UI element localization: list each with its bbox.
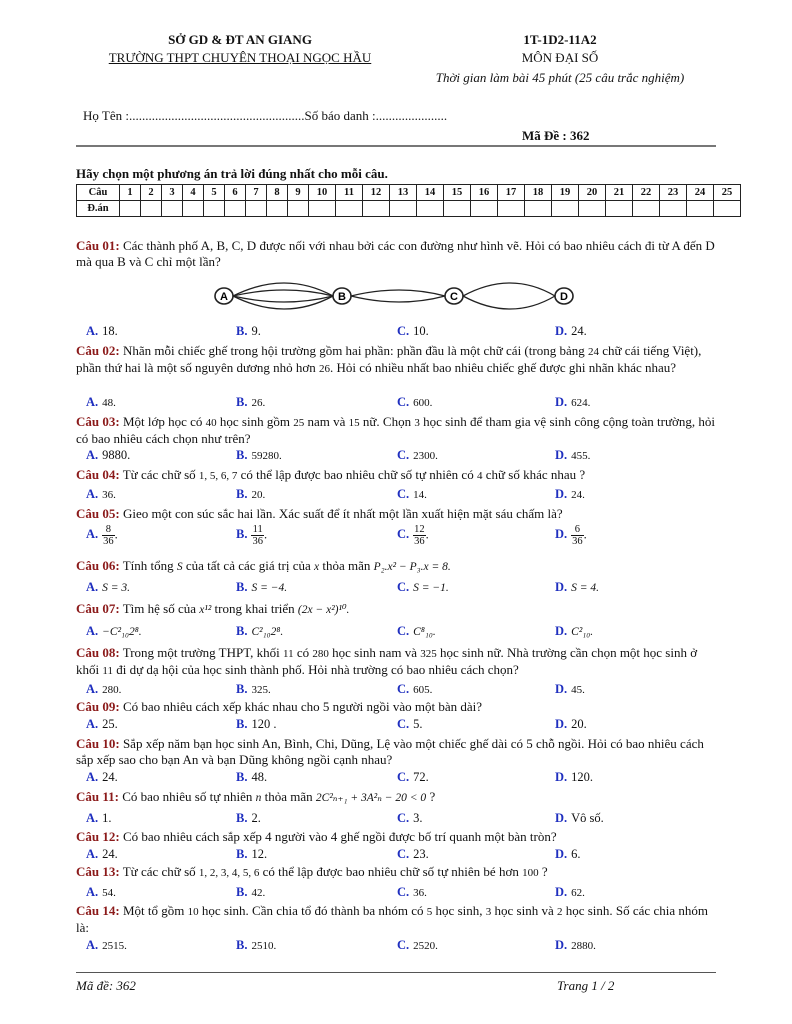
fraction: $\frac{12}{36}$ (414, 524, 425, 547)
answer-number: 18 (525, 185, 552, 201)
answer-number: 13 (390, 185, 417, 201)
question-1 (76, 238, 716, 270)
answer-number: 15 (444, 185, 471, 201)
answer-cell[interactable] (309, 201, 336, 217)
q5-option-a[interactable]: A. $\frac{8}{36}$ . (86, 524, 118, 547)
footer-exam-code: Mã đề: 362 (76, 978, 136, 993)
question-4: Câu 04: Từ các chữ số 1, 5, 6, 7 có thể lập được bao nhiêu chữ số tự nhiên có 4 chữ số khác nhau ? (76, 467, 586, 482)
node-a (215, 288, 233, 304)
question-label: Câu 08: (76, 645, 120, 660)
q3-option-a[interactable]: A. 9880. (86, 448, 131, 462)
answer-cell[interactable] (141, 201, 162, 217)
q8-option-d[interactable]: D. 45. (555, 682, 585, 696)
node-label: B (338, 291, 346, 303)
exam-duration: Thời gian làm bài 45 phút (25 câu trắc nghiệm) (435, 70, 685, 85)
header-divider (76, 145, 716, 147)
answer-number: 23 (660, 185, 687, 201)
q9-option-b[interactable]: B. 120 . (236, 717, 277, 731)
question-12 (76, 829, 716, 845)
q9-option-c[interactable]: C. 5. (397, 717, 423, 731)
answer-number: 10 (309, 185, 336, 201)
question-text: Gieo một con súc sắc hai lần. Xác suất để ít nhất một lần xuất hiện mặt sáu chấm là? (122, 506, 563, 521)
answer-number: 4 (183, 185, 204, 201)
exam-code-top: 1T-1D2-11A2 (523, 32, 597, 47)
answer-number: 22 (633, 185, 660, 201)
question-9 (76, 699, 716, 715)
answer-cell[interactable] (390, 201, 417, 217)
question-11: Câu 11: Có bao nhiêu số tự nhiên n thỏa mãn 2C²ₙ₊₁ + 3A²ₙ − 20 < 0 ? (76, 789, 436, 804)
q11-option-d[interactable]: D. Vô số. (555, 811, 604, 825)
question-7: Câu 07: Tìm hệ số của x¹² trong khai triển (2x − x²)¹⁰. (76, 601, 350, 616)
answer-number: 9 (288, 185, 309, 201)
q4-option-a[interactable]: A. 36. (86, 487, 116, 501)
question-2: Câu 02: Nhãn mỗi chiếc ghế trong hội trường gồm hai phần: phần đầu là một chữ cái (trong bảng 24 chữ cái tiếng Việt), phần thứ hai là một số nguyên dương nhỏ hơn 26. Hỏi có nhiều nhất bao nhiêu chiếc ghế được ghi nhãn khác nhau? (76, 343, 702, 375)
answer-number: 7 (246, 185, 267, 201)
answer-cell[interactable] (552, 201, 579, 217)
answer-cell[interactable] (444, 201, 471, 217)
q12-option-a[interactable]: A. 24. (86, 847, 118, 861)
q13-option-d[interactable]: D. 62. (555, 885, 585, 899)
answer-table-row-label: Đ.án (77, 201, 120, 217)
q3-option-b[interactable]: B. 59280. (236, 448, 282, 462)
answer-table-row-label: Câu (77, 185, 120, 201)
answer-number: 6 (225, 185, 246, 201)
q4-option-d[interactable]: D. 24. (555, 487, 585, 501)
question-label: Câu 05: (76, 506, 120, 521)
answer-number: 8 (267, 185, 288, 201)
q5-option-b[interactable]: B. $\frac{11}{36}$ . (236, 524, 268, 547)
answer-table-answer-row (77, 201, 741, 217)
q10-option-a[interactable]: A. 24. (86, 770, 118, 784)
question-label: Câu 11: (76, 789, 119, 804)
name-field[interactable]: ...................................................... (128, 108, 305, 123)
q2-option-d[interactable]: D. 624. (555, 395, 591, 409)
fraction: $\frac{8}{36}$ (103, 524, 114, 547)
q1-option-b[interactable]: B. 9. (236, 324, 261, 338)
q11-option-b[interactable]: B. 2. (236, 811, 261, 825)
node-label: A (220, 291, 228, 303)
q14-option-a[interactable]: A. 2515. (86, 938, 127, 952)
answer-cell[interactable] (225, 201, 246, 217)
answer-number: 17 (498, 185, 525, 201)
answer-cell[interactable] (606, 201, 633, 217)
answer-number: 16 (471, 185, 498, 201)
question-label: Câu 14: (76, 903, 120, 918)
question-text: Sắp xếp năm bạn học sinh An, Bình, Chi, Dũng, Lệ vào một chiếc ghế dài có 5 chỗ ngồi. Hỏi có bao nhiêu cách sắp xếp sao cho bạn An và bạn Dũng không ngồi cạnh nhau? (76, 736, 704, 767)
answer-cell[interactable] (120, 201, 141, 217)
q12-option-c[interactable]: C. 23. (397, 847, 429, 861)
answer-cell[interactable] (579, 201, 606, 217)
q7-option-a[interactable]: A. −C²₁₀2⁸. (86, 624, 142, 638)
question-label: Câu 13: (76, 864, 120, 879)
footer-divider (76, 972, 716, 973)
node-label: D (560, 291, 568, 303)
city-road-diagram (205, 276, 585, 316)
answer-cell[interactable] (525, 201, 552, 217)
answer-number: 21 (606, 185, 633, 201)
id-label: Số báo danh : (304, 108, 376, 123)
answer-cell[interactable] (162, 201, 183, 217)
q1-option-c[interactable]: C. 10. (397, 324, 429, 338)
q10-option-c[interactable]: C. 72. (397, 770, 429, 784)
answer-number: 1 (120, 185, 141, 201)
q3-option-c[interactable]: C. 2300. (397, 448, 438, 462)
subject-name: MÔN ĐẠI SỐ (521, 50, 599, 65)
q14-option-d[interactable]: D. 2880. (555, 938, 596, 952)
q5-option-d[interactable]: D. $\frac{6}{36}$ . (555, 524, 587, 547)
answer-cell[interactable] (660, 201, 687, 217)
road-b-c (351, 296, 445, 302)
answer-number: 12 (363, 185, 390, 201)
q9-option-d[interactable]: D. 20. (555, 717, 587, 731)
question-5 (76, 506, 716, 522)
student-info-line (83, 108, 447, 124)
answer-cell[interactable] (267, 201, 288, 217)
question-text: Có bao nhiêu cách xếp khác nhau cho 5 người ngồi vào một bàn dài? (122, 699, 482, 714)
node-d (555, 288, 573, 304)
answer-cell[interactable] (714, 201, 741, 217)
node-c (445, 288, 463, 304)
answer-cell[interactable] (183, 201, 204, 217)
q8-option-c[interactable]: C. 605. (397, 682, 433, 696)
q4-option-b[interactable]: B. 20. (236, 487, 266, 501)
question-14: Câu 14: Một tổ gồm 10 học sinh. Cần chia tổ đó thành ba nhóm có 5 học sinh, 3 học sinh và 2 học sinh. Số các chia nhóm là: (76, 903, 708, 935)
question-text: Các thành phố A, B, C, D được nối với nhau bởi các con đường như hình vẽ. Hỏi có bao nhiêu cách đi từ A đến D mà qua B và C chỉ một lần? (76, 238, 715, 269)
answer-number: 11 (336, 185, 363, 201)
answer-cell[interactable] (417, 201, 444, 217)
question-label: Câu 06: (76, 558, 120, 573)
answer-cell[interactable] (687, 201, 714, 217)
q11-option-c[interactable]: C. 3. (397, 811, 423, 825)
q7-option-c[interactable]: C. C⁸₁₀. (397, 624, 436, 638)
question-label: Câu 12: (76, 829, 120, 844)
q6-option-b[interactable]: B. S = −4. (236, 580, 288, 594)
q6-option-a[interactable]: A. S = 3. (86, 580, 131, 594)
road-c-d (463, 283, 555, 296)
q8-option-b[interactable]: B. 325. (236, 682, 271, 696)
question-10 (76, 736, 716, 768)
q1-option-a[interactable]: A. 18. (86, 324, 118, 338)
q6-option-d[interactable]: D. S = 4. (555, 580, 600, 594)
q13-option-c[interactable]: C. 36. (397, 885, 427, 899)
exam-code: Mã Đề : 362 (522, 128, 590, 143)
answer-number: 20 (579, 185, 606, 201)
road-b-c (351, 290, 445, 296)
school-name: TRƯỜNG THPT CHUYÊN THOẠI NGỌC HẦU (108, 50, 372, 65)
answer-number: 5 (204, 185, 225, 201)
q2-option-a[interactable]: A. 48. (86, 395, 116, 409)
answer-number: 19 (552, 185, 579, 201)
footer-page-number: Trang 1 / 2 (557, 978, 615, 993)
question-label: Câu 01: (76, 238, 120, 253)
question-label: Câu 04: (76, 467, 120, 482)
answer-table-header-row (77, 185, 741, 201)
department-name: SỞ GD & ĐT AN GIANG (168, 32, 312, 47)
q10-option-b[interactable]: B. 48. (236, 770, 268, 784)
q4-option-c[interactable]: C. 14. (397, 487, 427, 501)
answer-cell[interactable] (288, 201, 309, 217)
road-a-b (233, 290, 333, 296)
road-c-d (463, 296, 555, 309)
question-6: Câu 06: Tính tổng S của tất cả các giá trị của x thỏa mãn P₂.x² − P₃.x = 8. (76, 558, 451, 573)
q10-option-d[interactable]: D. 120. (555, 770, 594, 784)
question-label: Câu 09: (76, 699, 120, 714)
answer-number: 24 (687, 185, 714, 201)
q7-option-b[interactable]: B. C²₁₀2⁸. (236, 624, 284, 638)
fraction: $\frac{11}{36}$ (252, 524, 263, 547)
answer-number: 25 (714, 185, 741, 201)
answer-number: 3 (162, 185, 183, 201)
q12-option-d[interactable]: D. 6. (555, 847, 581, 861)
answer-number: 2 (141, 185, 162, 201)
q7-option-d[interactable]: D. C²₁₀. (555, 624, 594, 638)
answer-sheet-table (76, 184, 741, 217)
question-13: Câu 13: Từ các chữ số 1, 2, 3, 4, 5, 6 có thể lập được bao nhiêu chữ số tự nhiên bé hơn 100 ? (76, 864, 548, 879)
answer-cell[interactable] (204, 201, 225, 217)
q14-option-b[interactable]: B. 2510. (236, 938, 277, 952)
formula: 2C²ₙ₊₁ + 3A²ₙ − 20 < 0 (315, 792, 427, 804)
name-label: Họ Tên : (83, 108, 129, 123)
q14-option-c[interactable]: C. 2520. (397, 938, 438, 952)
answer-cell[interactable] (246, 201, 267, 217)
q8-option-a[interactable]: A. 280. (86, 682, 122, 696)
q13-option-b[interactable]: B. 42. (236, 885, 266, 899)
question-3: Câu 03: Một lớp học có 40 học sinh gồm 25 nam và 15 nữ. Chọn 3 học sinh để tham gia vệ sinh công cộng toàn trường, hỏi có bao nhiêu cách chọn như trên? (76, 414, 716, 446)
question-label: Câu 03: (76, 414, 120, 429)
node-b (333, 288, 351, 304)
answer-cell[interactable] (471, 201, 498, 217)
answer-cell[interactable] (336, 201, 363, 217)
q2-option-c[interactable]: C. 600. (397, 395, 433, 409)
formula: P₂.x² − P₃.x = 8. (373, 561, 451, 573)
q2-option-b[interactable]: B. 26. (236, 395, 266, 409)
answer-number: 14 (417, 185, 444, 201)
q5-option-c[interactable]: C. $\frac{12}{36}$ . (397, 524, 429, 547)
q12-option-b[interactable]: B. 12. (236, 847, 268, 861)
q1-option-d[interactable]: D. 24. (555, 324, 587, 338)
node-label: C (450, 291, 458, 303)
instruction: Hãy chọn một phương án trả lời đúng nhất cho mỗi câu. (76, 166, 388, 181)
answer-cell[interactable] (498, 201, 525, 217)
formula: (2x − x²)¹⁰. (297, 604, 350, 616)
question-8: Câu 08: Trong một trường THPT, khối 11 có 280 học sinh nam và 325 học sinh nữ. Nhà trường cần chọn một học sinh ở khối 11 đi dự dạ hội của học sinh thành phố. Hỏi nhà trường có bao nhiêu cách chọn? (76, 645, 698, 677)
id-field[interactable]: ...................... (375, 108, 448, 123)
answer-cell[interactable] (363, 201, 390, 217)
q6-option-c[interactable]: C. S = −1. (397, 580, 449, 594)
fraction: $\frac{6}{36}$ (572, 524, 583, 547)
question-label: Câu 02: (76, 343, 120, 358)
answer-cell[interactable] (633, 201, 660, 217)
q9-option-a[interactable]: A. 25. (86, 717, 118, 731)
q11-option-a[interactable]: A. 1. (86, 811, 112, 825)
q13-option-a[interactable]: A. 54. (86, 885, 116, 899)
q3-option-d[interactable]: D. 455. (555, 448, 591, 462)
question-label: Câu 07: (76, 601, 120, 616)
road-a-b (233, 296, 333, 302)
question-text: Có bao nhiêu cách sắp xếp 4 người vào 4 ghế ngồi được bố trí quanh một bàn tròn? (122, 829, 557, 844)
question-label: Câu 10: (76, 736, 120, 751)
